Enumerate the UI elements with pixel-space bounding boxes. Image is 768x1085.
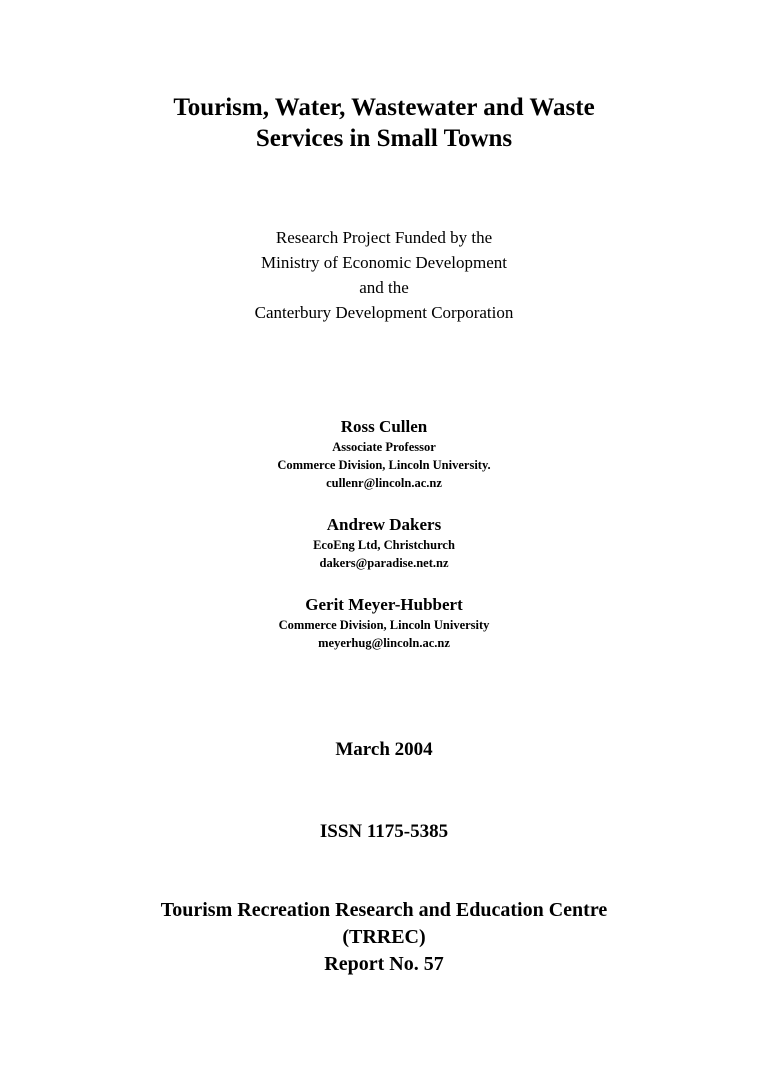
author-affiliation: EcoEng Ltd, Christchurch: [313, 538, 455, 552]
report-number: Report No. 57: [324, 953, 444, 975]
author-name: Gerit Meyer-Hubbert: [305, 595, 463, 614]
report-title: [0, 92, 768, 154]
issn-number: ISSN 1175-5385: [319, 821, 449, 842]
author-affiliation: Commerce Division, Lincoln University.: [277, 458, 491, 472]
funding-statement: [0, 225, 768, 325]
author-email: dakers@paradise.net.nz: [319, 556, 449, 570]
funding-line-2: Ministry of Economic Development: [261, 253, 507, 272]
author-block-ross-cullen: [0, 416, 768, 492]
funding-line-3: and the: [359, 278, 409, 297]
publisher-centre: [0, 897, 768, 978]
author-position: Associate Professor: [332, 440, 436, 454]
author-name: Ross Cullen: [340, 417, 428, 436]
author-name: Andrew Dakers: [326, 515, 442, 534]
funding-line-1: Research Project Funded by the: [275, 228, 493, 247]
author-email: meyerhug@lincoln.ac.nz: [318, 636, 450, 650]
centre-acronym: (TRREC): [342, 926, 426, 948]
report-title-line-1: Tourism, Water, Wastewater and Waste: [173, 94, 595, 121]
author-block-andrew-dakers: [0, 514, 768, 572]
report-title-line-2: Services in Small Towns: [255, 125, 513, 152]
report-date: March 2004: [335, 739, 433, 760]
author-block-gerit-meyer-hubbert: [0, 594, 768, 652]
centre-name: Tourism Recreation Research and Education Centre: [160, 899, 608, 921]
author-affiliation: Commerce Division, Lincoln University: [278, 618, 490, 632]
funding-line-4: Canterbury Development Corporation: [254, 303, 514, 322]
author-email: cullenr@lincoln.ac.nz: [326, 476, 442, 490]
